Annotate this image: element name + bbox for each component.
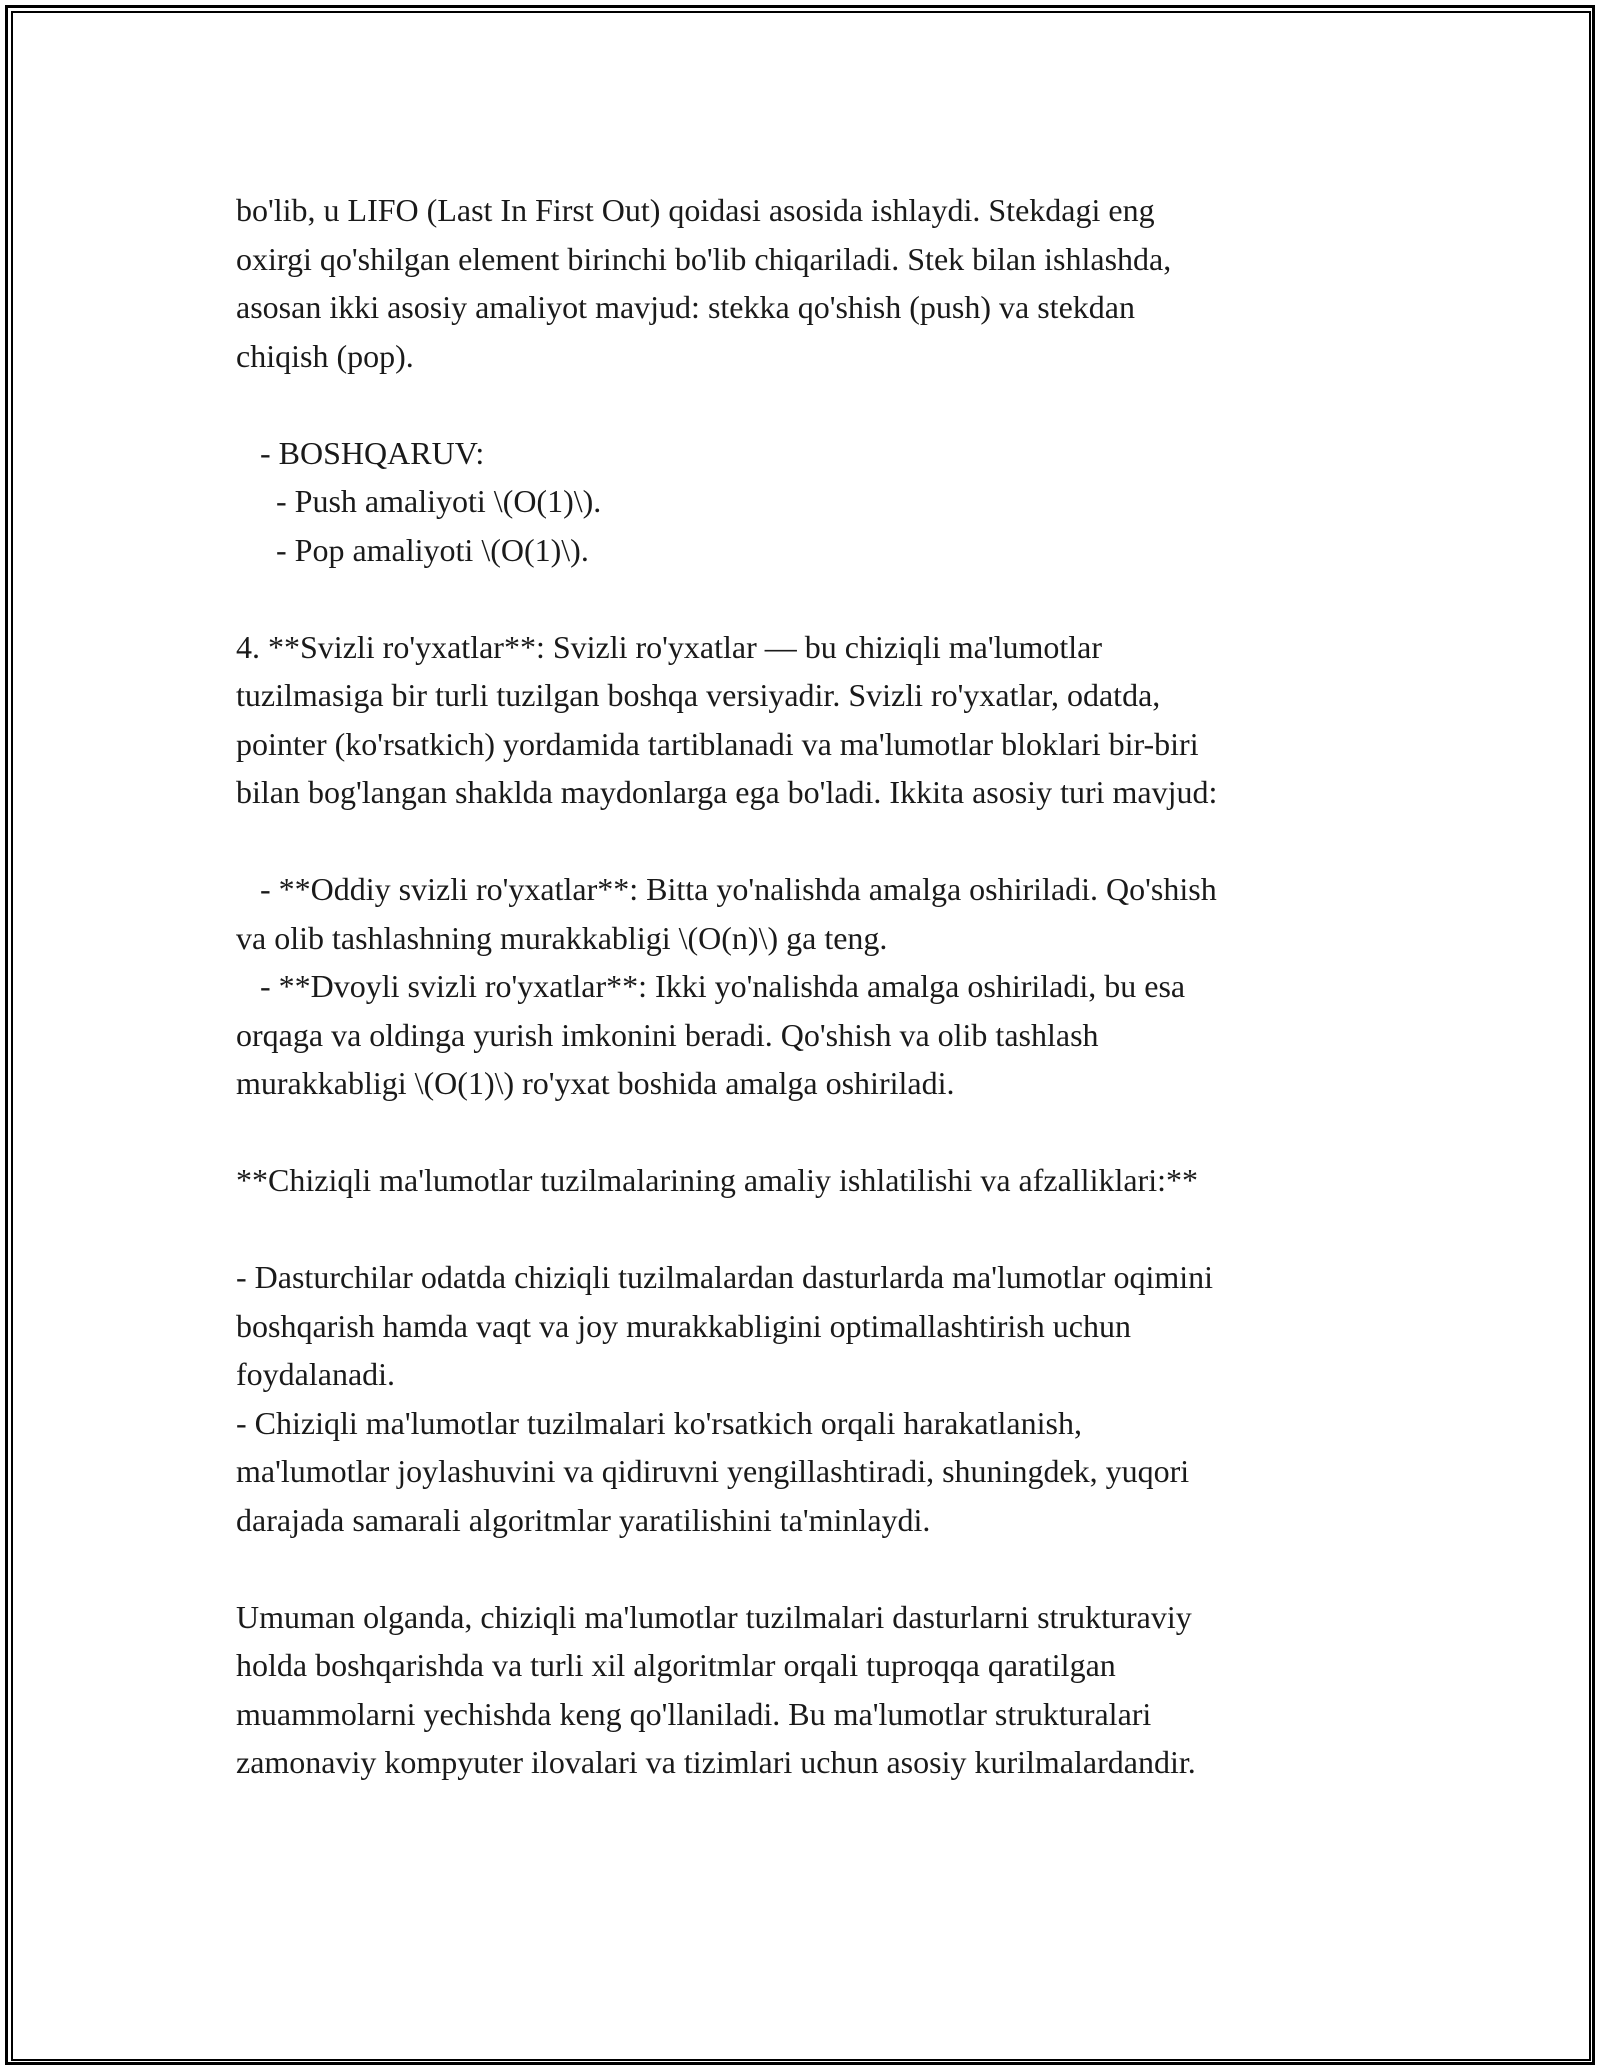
text-line: pointer (ko'rsatkich) yordamida tartiblanadi va ma'lumotlar bloklari bir-biri bbox=[236, 725, 1199, 762]
text-line: ma'lumotlar joylashuvini va qidiruvni yengillashtiradi, shuningdek, yuqori bbox=[236, 1453, 1190, 1489]
text-line: - Push amaliyoti \(O(1)\). bbox=[236, 483, 602, 519]
text-line: boshqarish hamda vaqt va joy murakkabligini optimallashtirish uchun bbox=[236, 1307, 1131, 1344]
paragraph-advantages-list bbox=[236, 1253, 1386, 1544]
paragraph-gap bbox=[236, 1108, 1386, 1157]
paragraph-advantages-heading bbox=[236, 1156, 1386, 1205]
text-line: **Chiziqli ma'lumotlar tuzilmalarining amaliy ishlatilishi va afzalliklari:** bbox=[236, 1162, 1198, 1198]
text-line: - Dasturchilar odatda chiziqli tuzilmalardan dasturlarda ma'lumotlar oqimini bbox=[236, 1259, 1213, 1295]
text-line: - **Oddiy svizli ro'yxatlar**: Bitta yo'nalishda amalga oshiriladi. Qo'shish bbox=[236, 871, 1217, 907]
document-body bbox=[236, 186, 1386, 1787]
text-line: - **Dvoyli svizli ro'yxatlar**: Ikki yo'nalishda amalga oshiriladi, bu esa bbox=[236, 968, 1186, 1004]
paragraph-gap bbox=[236, 1544, 1386, 1593]
text-line: Umuman olganda, chiziqli ma'lumotlar tuzilmalari dasturlarni strukturaviy bbox=[236, 1598, 1192, 1635]
paragraph-gap bbox=[236, 380, 1386, 429]
text-line: muammolarni yechishda keng qo'llaniladi. Bu ma'lumotlar strukturalari bbox=[236, 1695, 1152, 1732]
paragraph-gap bbox=[236, 1205, 1386, 1254]
text-line: - Pop amaliyoti \(O(1)\). bbox=[236, 531, 589, 568]
text-line: holda boshqarishda va turli xil algoritmlar orqali tuproqqa qaratilgan bbox=[236, 1647, 1116, 1683]
paragraph-linked-lists bbox=[236, 623, 1386, 817]
text-line: bilan bog'langan shaklda maydonlarga ega bo'ladi. Ikkita asosiy turi mavjud: bbox=[236, 774, 1218, 810]
text-line: bo'lib, u LIFO (Last In First Out) qoidasi asosida ishlaydi. Stekdagi eng bbox=[236, 192, 1155, 228]
text-line: - BOSHQARUV: bbox=[236, 434, 485, 471]
text-line: oxirgi qo'shilgan element birinchi bo'lib chiqariladi. Stek bilan ishlashda, bbox=[236, 240, 1172, 277]
text-line: zamonaviy kompyuter ilovalari va tizimlari uchun asosiy kurilmalardandir. bbox=[236, 1744, 1196, 1780]
text-line: chiqish (pop). bbox=[236, 337, 414, 374]
text-line: va olib tashlashning murakkabligi \(O(n)\) ga teng. bbox=[236, 919, 888, 956]
paragraph-stack-intro bbox=[236, 186, 1386, 380]
text-line: darajada samarali algoritmlar yaratilishini ta'minlaydi. bbox=[236, 1501, 931, 1538]
paragraph-boshqaruv bbox=[236, 429, 1386, 575]
text-line: foydalanadi. bbox=[236, 1356, 396, 1392]
text-line: tuzilmasiga bir turli tuzilgan boshqa versiyadir. Svizli ro'yxatlar, odatda, bbox=[236, 677, 1161, 713]
paragraph-gap bbox=[236, 574, 1386, 623]
paragraph-gap bbox=[236, 817, 1386, 866]
text-line: asosan ikki asosiy amaliyot mavjud: stekka qo'shish (push) va stekdan bbox=[236, 289, 1135, 325]
text-line: orqaga va oldinga yurish imkonini beradi. Qo'shish va olib tashlash bbox=[236, 1016, 1099, 1053]
text-line: murakkabligi \(O(1)\) ro'yxat boshida amalga oshiriladi. bbox=[236, 1065, 955, 1101]
text-line: - Chiziqli ma'lumotlar tuzilmalari ko'rsatkich orqali harakatlanish, bbox=[236, 1404, 1082, 1441]
paragraph-conclusion bbox=[236, 1593, 1386, 1787]
text-line: 4. **Svizli ro'yxatlar**: Svizli ro'yxatlar — bu chiziqli ma'lumotlar bbox=[236, 628, 1103, 665]
paragraph-linked-list-types bbox=[236, 865, 1386, 1108]
